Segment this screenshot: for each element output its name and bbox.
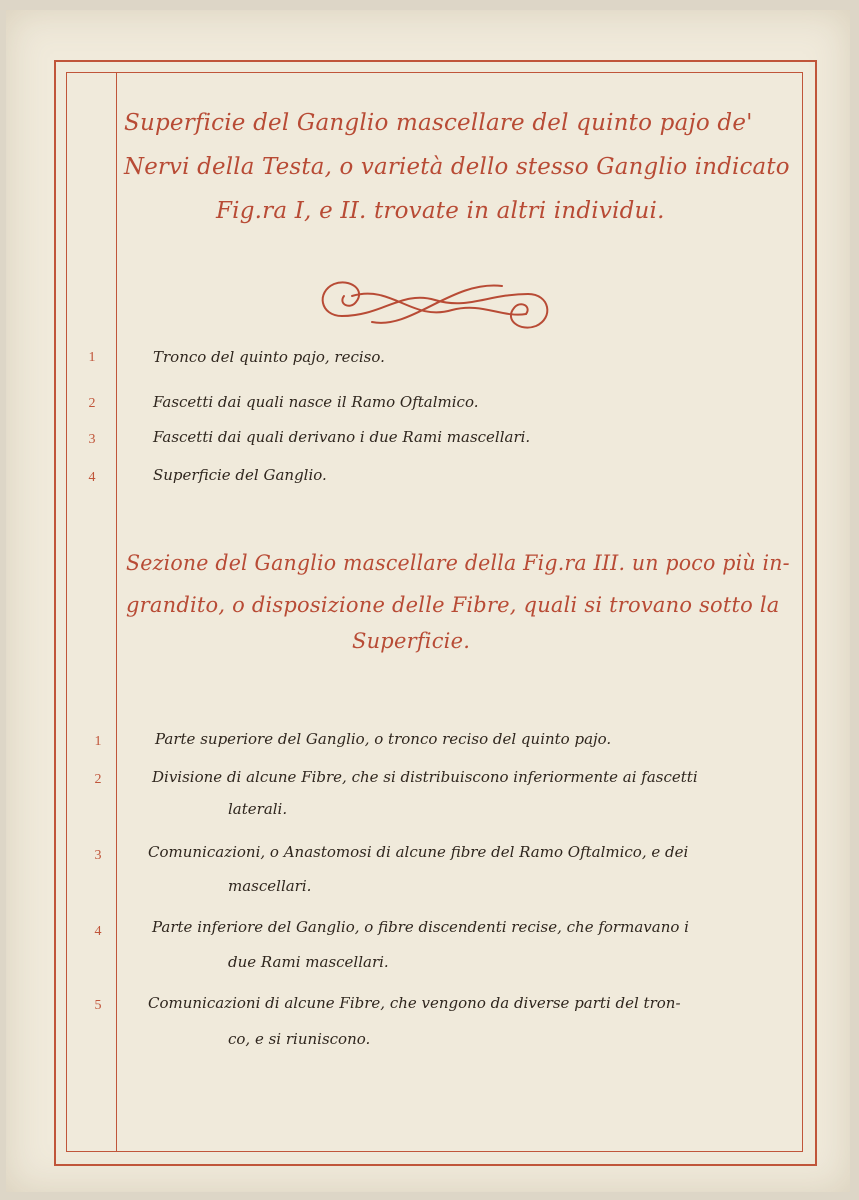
list2-item-number: 2 bbox=[94, 772, 102, 787]
list2-item-continuation: due Rami mascellari. bbox=[228, 953, 389, 971]
list2-item-number: 5 bbox=[94, 998, 102, 1013]
heading1-line1: Superficie del Ganglio mascellare del quinto pajo de' bbox=[124, 110, 753, 136]
list2-item-text: Parte inferiore del Ganglio, o fibre discendenti recise, che formavano i bbox=[152, 918, 689, 936]
list2-item-continuation: laterali. bbox=[228, 800, 288, 818]
list2-item-number: 3 bbox=[94, 848, 102, 863]
list2-item-continuation: co, e si riuniscono. bbox=[228, 1030, 371, 1048]
list1-item-text: Superficie del Ganglio. bbox=[153, 466, 327, 484]
list2-item-text: Comunicazioni di alcune Fibre, che vengono da diverse parti del tron- bbox=[148, 994, 681, 1012]
list1-item-number: 4 bbox=[88, 470, 96, 485]
list2-item-continuation: mascellari. bbox=[228, 877, 312, 895]
heading1-line3: Fig.ra I, e II. trovate in altri individui. bbox=[216, 198, 665, 224]
list1-item-number: 3 bbox=[88, 432, 96, 447]
list2-item-text: Comunicazioni, o Anastomosi di alcune fibre del Ramo Oftalmico, e dei bbox=[148, 843, 689, 861]
heading2-line3: Superficie. bbox=[352, 629, 471, 653]
heading2-line2: grandito, o disposizione delle Fibre, quali si trovano sotto la bbox=[126, 593, 780, 617]
list1-item-text: Tronco del quinto pajo, reciso. bbox=[153, 348, 385, 366]
list1-item-number: 1 bbox=[88, 350, 96, 365]
list2-item-text: Divisione di alcune Fibre, che si distribuiscono inferiormente ai fascetti bbox=[152, 768, 698, 786]
flourish-ornament-icon bbox=[312, 270, 558, 340]
heading1-line2: Nervi della Testa, o varietà dello stesso Ganglio indicato bbox=[124, 154, 790, 180]
list2-item-number: 4 bbox=[94, 924, 102, 939]
list2-item-number: 1 bbox=[94, 734, 102, 749]
list2-item-text: Parte superiore del Ganglio, o tronco reciso del quinto pajo. bbox=[155, 730, 612, 748]
heading2-line1: Sezione del Ganglio mascellare della Fig.ra III. un poco più in- bbox=[126, 551, 790, 575]
list1-item-text: Fascetti dai quali derivano i due Rami mascellari. bbox=[153, 428, 531, 446]
margin-rule bbox=[116, 72, 117, 1152]
list1-item-number: 2 bbox=[88, 396, 96, 411]
list1-item-text: Fascetti dai quali nasce il Ramo Oftalmico. bbox=[153, 393, 479, 411]
